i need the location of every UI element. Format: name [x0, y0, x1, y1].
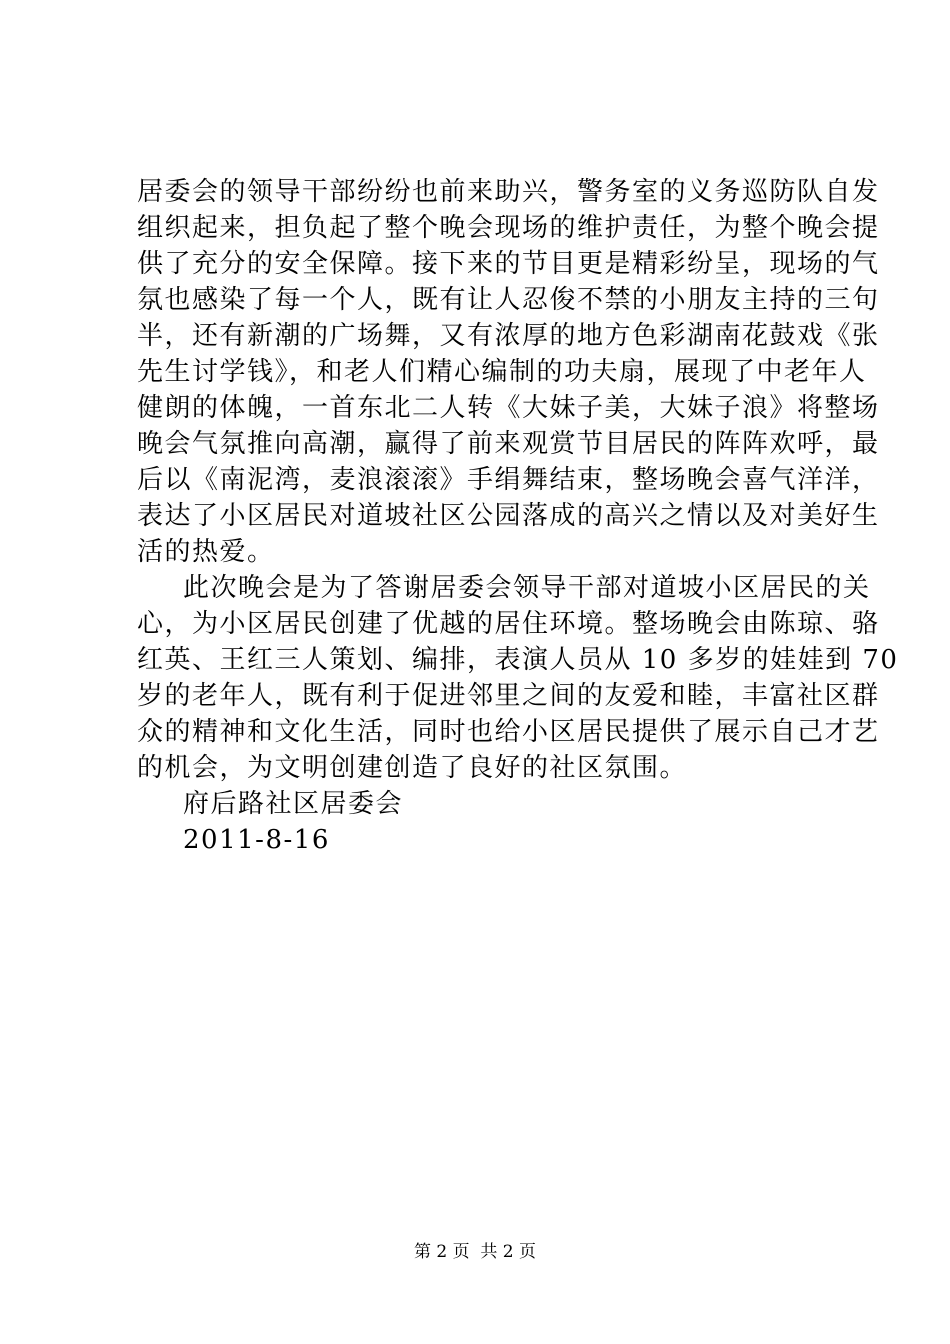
body-text-line: 半，还有新潮的广场舞，又有浓厚的地方色彩湖南花鼓戏《张 — [137, 321, 880, 351]
signature-organization: 府后路社区居委会 — [183, 789, 404, 819]
signature-date: 2011-8-16 — [183, 825, 330, 855]
body-text-line: 表达了小区居民对道坡社区公园落成的高兴之情以及对美好生 — [137, 501, 880, 531]
body-text-line: 红英、王红三人策划、编排，表演人员从 10 多岁的娃娃到 70 — [137, 645, 899, 675]
body-text-line: 组织起来，担负起了整个晚会现场的维护责任，为整个晚会提 — [137, 213, 880, 243]
body-text-line: 心，为小区居民创建了优越的居住环境。整场晚会由陈琼、骆 — [137, 609, 880, 639]
body-text-line: 氛也感染了每一个人，既有让人忍俊不禁的小朋友主持的三句 — [137, 285, 880, 315]
body-text-line: 的机会，为文明创建创造了良好的社区氛围。 — [137, 753, 688, 783]
body-text-line: 后以《南泥湾，麦浪滚滚》手绢舞结束，整场晚会喜气洋洋， — [137, 465, 880, 495]
body-text-line: 晚会气氛推向高潮，赢得了前来观赏节目居民的阵阵欢呼，最 — [137, 429, 880, 459]
body-text-line: 供了充分的安全保障。接下来的节目更是精彩纷呈，现场的气 — [137, 249, 880, 279]
body-text-line: 活的热爱。 — [137, 537, 275, 567]
page-number-footer: 第 2 页 共 2 页 — [413, 1242, 537, 1262]
body-text-line: 岁的老年人，既有利于促进邻里之间的友爱和睦，丰富社区群 — [137, 681, 880, 711]
body-text-line: 健朗的体魄，一首东北二人转《大妹子美，大妹子浪》将整场 — [137, 393, 880, 423]
body-text-line: 众的精神和文化生活，同时也给小区居民提供了展示自己才艺 — [137, 717, 880, 747]
paragraph-first-line: 此次晚会是为了答谢居委会领导干部对道坡小区居民的关 — [183, 573, 871, 603]
body-text-line: 居委会的领导干部纷纷也前来助兴，警务室的义务巡防队自发 — [137, 177, 880, 207]
body-text-line: 先生讨学钱》，和老人们精心编制的功夫扇，展现了中老年人 — [137, 357, 867, 387]
